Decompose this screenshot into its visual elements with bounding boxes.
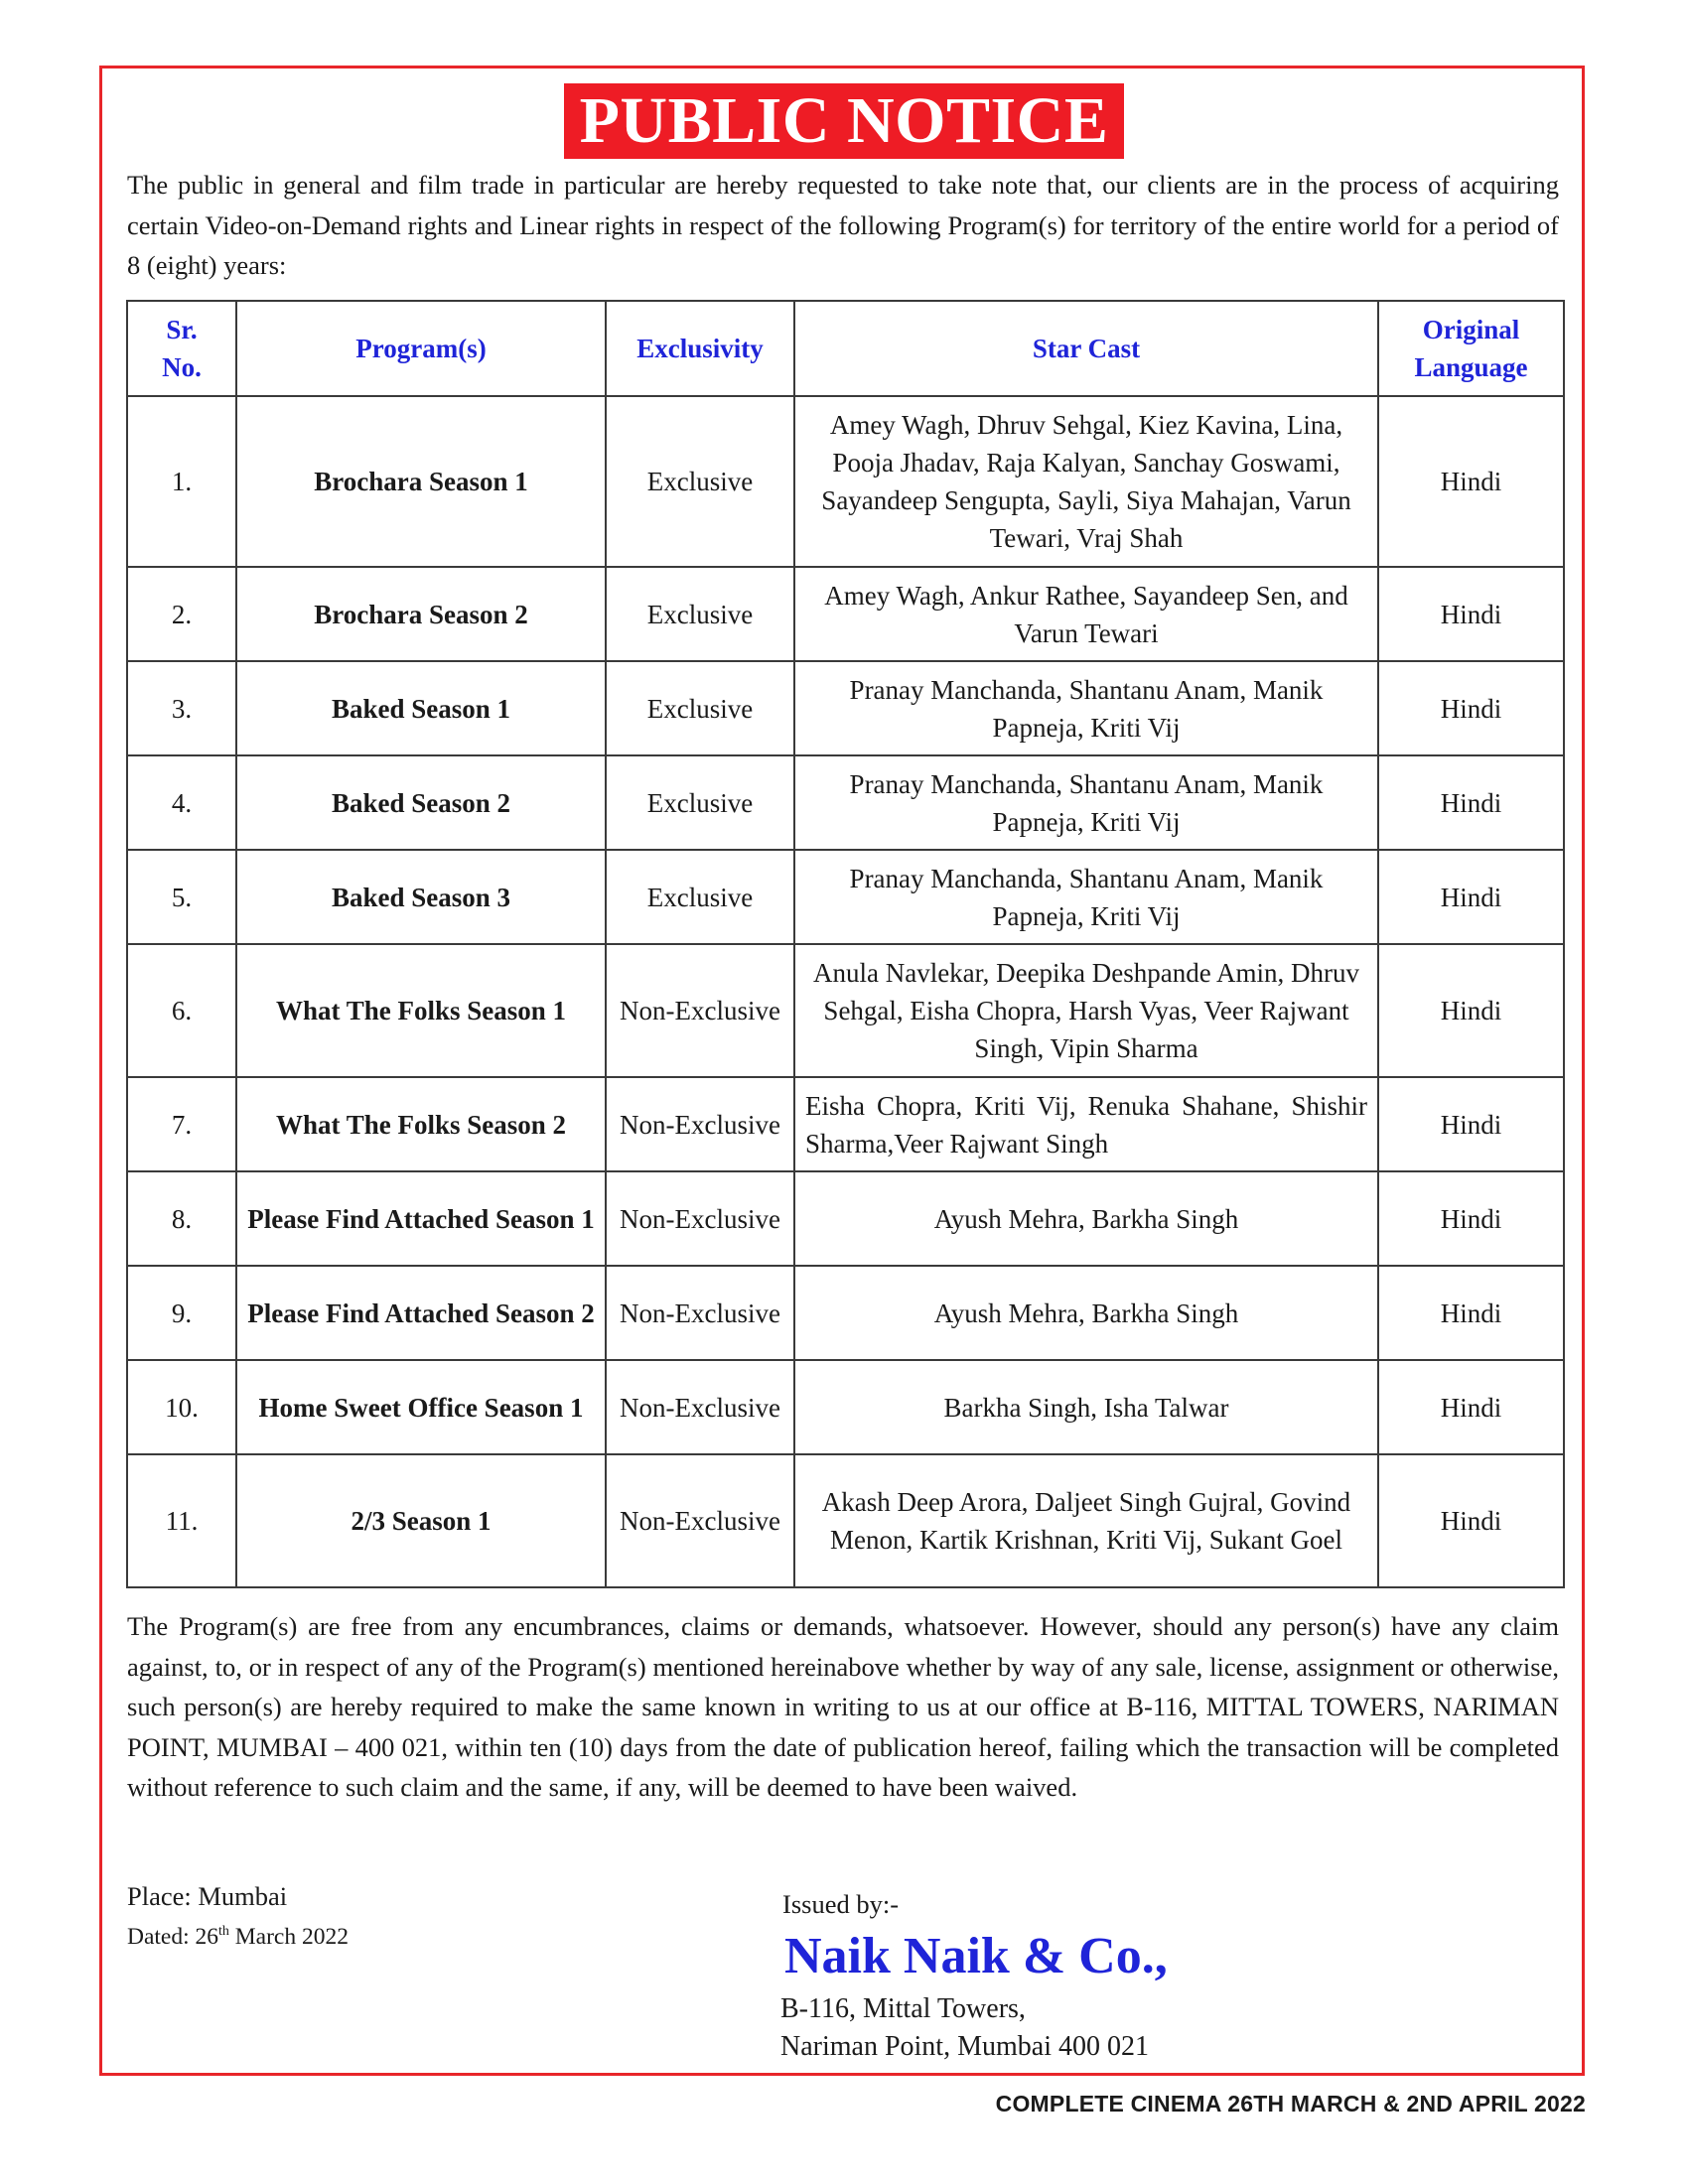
dated-suffix: March 2022 [228,1923,349,1950]
table-row [127,567,1564,661]
cell-exclusivity: Exclusive [606,567,794,661]
place-line: Place: Mumbai [127,1881,288,1911]
cell-sr: 3. [127,661,236,755]
header-sr-line1: Sr. [166,315,198,344]
cell-star-cast: Eisha Chopra, Kriti Vij, Renuka Shahane, Shishir Sharma,Veer Rajwant Singh [794,1077,1378,1171]
cell-language: Hindi [1378,1266,1564,1360]
cell-exclusivity: Exclusive [606,661,794,755]
cell-exclusivity: Exclusive [606,850,794,944]
cell-program: Brochara Season 1 [236,396,606,567]
cell-program: Home Sweet Office Season 1 [236,1360,606,1454]
firm-name: Naik Naik & Co., [784,1928,1168,1984]
cell-exclusivity: Non-Exclusive [606,1266,794,1360]
cell-program: Baked Season 1 [236,661,606,755]
header-exclusivity: Exclusivity [606,301,794,396]
cell-exclusivity: Exclusive [606,396,794,567]
table-row [127,1077,1564,1171]
cell-sr: 10. [127,1360,236,1454]
cell-exclusivity: Non-Exclusive [606,1454,794,1587]
cell-star-cast: Pranay Manchanda, Shantanu Anam, Manik Papneja, Kriti Vij [794,755,1378,850]
cell-program: Please Find Attached Season 1 [236,1171,606,1266]
cell-exclusivity: Non-Exclusive [606,944,794,1077]
table-row [127,1171,1564,1266]
cell-star-cast: Amey Wagh, Dhruv Sehgal, Kiez Kavina, Lina, Pooja Jhadav, Raja Kalyan, Sanchay Goswami, Sayandeep Sengupta, Sayli, Siya Mahajan, Varun Tewari, Vraj Shah [794,396,1378,567]
cell-sr: 9. [127,1266,236,1360]
cell-sr: 8. [127,1171,236,1266]
cell-language: Hindi [1378,396,1564,567]
cell-program: Baked Season 2 [236,755,606,850]
table-header-row [127,301,1564,396]
cell-language: Hindi [1378,1077,1564,1171]
cell-language: Hindi [1378,1454,1564,1587]
dated-ordinal: th [218,1924,229,1939]
firm-address-line2: Nariman Point, Mumbai 400 021 [780,2031,1149,2062]
header-star-cast: Star Cast [794,301,1378,396]
header-lang-line2: Language [1414,352,1528,382]
intro-paragraph: The public in general and film trade in particular are hereby requested to take note that, our clients are in the process of acquiring certain Video-on-Demand rights and Linear rights in respect of the following Program(s) for territory of the entire world for a period of 8 (eight) years: [127,170,1559,280]
table-row [127,1360,1564,1454]
header-program: Program(s) [236,301,606,396]
table-row [127,396,1564,567]
table-row [127,661,1564,755]
cell-exclusivity: Non-Exclusive [606,1171,794,1266]
cell-star-cast: Amey Wagh, Ankur Rathee, Sayandeep Sen, and Varun Tewari [794,567,1378,661]
cell-sr: 1. [127,396,236,567]
cell-star-cast: Ayush Mehra, Barkha Singh [794,1171,1378,1266]
programs-table [126,300,1565,1588]
cell-star-cast: Anula Navlekar, Deepika Deshpande Amin, Dhruv Sehgal, Eisha Chopra, Harsh Vyas, Veer Rajwant Singh, Vipin Sharma [794,944,1378,1077]
cell-sr: 11. [127,1454,236,1587]
closing-paragraph: The Program(s) are free from any encumbrances, claims or demands, whatsoever. However, should any person(s) have any claim against, to, or in respect of any of the Program(s) mentioned hereinabove whether by way of any sale, license, assignment or otherwise, such person(s) are hereby required to make the same known in writing to us at our office at B-116, MITTAL TOWERS, NARIMAN POINT, MUMBAI – 400 021, within ten (10) days from the date of publication hereof, failing which the transaction will be completed without reference to such claim and the same, if any, will be deemed to have been waived. [127,1611,1559,1802]
cell-program: 2/3 Season 1 [236,1454,606,1587]
cell-language: Hindi [1378,661,1564,755]
header-lang-line1: Original [1422,315,1520,344]
cell-sr: 4. [127,755,236,850]
header-sr-line2: No. [162,352,202,382]
cell-sr: 2. [127,567,236,661]
cell-star-cast: Ayush Mehra, Barkha Singh [794,1266,1378,1360]
cell-language: Hindi [1378,1360,1564,1454]
cell-exclusivity: Exclusive [606,755,794,850]
cell-language: Hindi [1378,944,1564,1077]
cell-exclusivity: Non-Exclusive [606,1077,794,1171]
table-row [127,755,1564,850]
dated-prefix: Dated: 26 [127,1923,219,1950]
cell-star-cast: Pranay Manchanda, Shantanu Anam, Manik Papneja, Kriti Vij [794,850,1378,944]
table-row [127,850,1564,944]
cell-program: Please Find Attached Season 2 [236,1266,606,1360]
cell-language: Hindi [1378,850,1564,944]
firm-address-line1: B-116, Mittal Towers, [780,1993,1026,2024]
table-row [127,1266,1564,1360]
cell-sr: 7. [127,1077,236,1171]
title-wrap [0,83,1688,159]
cell-star-cast: Akash Deep Arora, Daljeet Singh Gujral, Govind Menon, Kartik Krishnan, Kriti Vij, Sukant Goel [794,1454,1378,1587]
cell-language: Hindi [1378,1171,1564,1266]
table-row [127,1454,1564,1587]
dated-line [127,1916,349,1953]
cell-program: What The Folks Season 2 [236,1077,606,1171]
cell-program: What The Folks Season 1 [236,944,606,1077]
cell-language: Hindi [1378,755,1564,850]
cell-star-cast: Barkha Singh, Isha Talwar [794,1360,1378,1454]
cell-exclusivity: Non-Exclusive [606,1360,794,1454]
publication-footer: COMPLETE CINEMA 26TH MARCH & 2ND APRIL 2022 [995,2091,1586,2116]
table-row [127,944,1564,1077]
cell-program: Baked Season 3 [236,850,606,944]
issued-by-label: Issued by:- [782,1889,900,1919]
cell-star-cast: Pranay Manchanda, Shantanu Anam, Manik Papneja, Kriti Vij [794,661,1378,755]
cell-sr: 5. [127,850,236,944]
header-sr-no [127,301,236,396]
cell-program: Brochara Season 2 [236,567,606,661]
cell-sr: 6. [127,944,236,1077]
header-language [1378,301,1564,396]
cell-language: Hindi [1378,567,1564,661]
notice-title: PUBLIC NOTICE [564,83,1125,159]
